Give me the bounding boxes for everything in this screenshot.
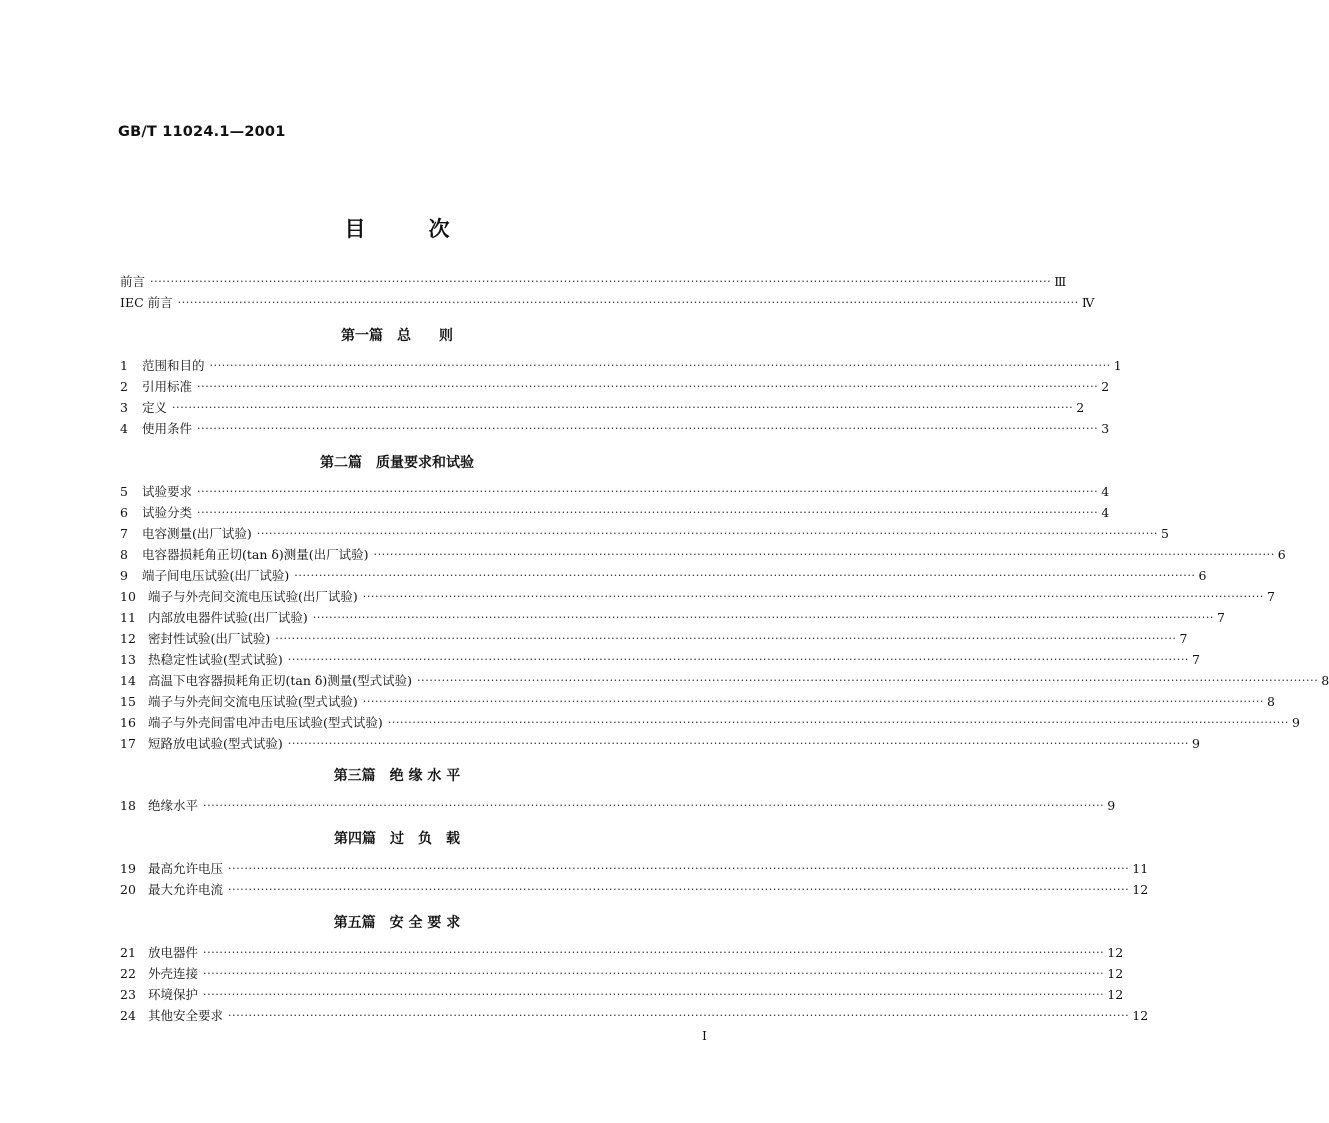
toc-entry-page: 9 bbox=[1292, 714, 1300, 730]
toc-entry-page: Ⅳ bbox=[1081, 294, 1095, 310]
toc-entry-number: 21 bbox=[120, 944, 136, 960]
toc-entry-page: 3 bbox=[1101, 420, 1110, 436]
toc-entry-number: 3 bbox=[120, 399, 128, 415]
toc-entry-page: Ⅲ bbox=[1054, 273, 1067, 289]
toc-entry-page: 6 bbox=[1277, 546, 1286, 562]
leader-dots: ···························································································································································································································· bbox=[362, 694, 1265, 708]
toc-entry-number: 7 bbox=[120, 525, 128, 541]
toc-entry-page: 7 bbox=[1267, 588, 1275, 604]
part-heading-1: 第一篇 总 则 bbox=[341, 328, 453, 344]
leader-dots: ···························································································································································································································· bbox=[209, 358, 1111, 372]
toc-entry-label: 密封性试验(出厂试验) bbox=[148, 631, 271, 646]
toc-entry-label: 试验要求 bbox=[142, 484, 193, 499]
leader-dots: ···························································································································································································································· bbox=[294, 568, 1196, 582]
toc-entry-label: 端子与外壳间雷电冲击电压试验(型式试验) bbox=[148, 715, 383, 730]
toc-entry-label: 电容测量(出厂试验) bbox=[142, 526, 252, 541]
toc-entry-number: 22 bbox=[120, 965, 136, 981]
leader-dots: ···························································································································································································································· bbox=[362, 589, 1265, 603]
part-heading-2: 第二篇 质量要求和试验 bbox=[320, 455, 474, 471]
toc-entry[interactable] bbox=[120, 713, 1300, 731]
standard-code: GB/T 11024.1—2001 bbox=[118, 124, 286, 140]
toc-entry-number: 23 bbox=[120, 986, 136, 1002]
toc-entry-number: 8 bbox=[120, 546, 128, 562]
leader-dots: ···························································································································································································································· bbox=[150, 274, 1052, 288]
toc-entry-number: 12 bbox=[120, 630, 136, 646]
leader-dots: ···························································································································································································································· bbox=[203, 966, 1105, 980]
toc-entry-number: 16 bbox=[120, 714, 136, 730]
toc-entry-label: 绝缘水平 bbox=[148, 798, 199, 813]
part-heading-5: 第五篇 安 全 要 求 bbox=[333, 915, 461, 931]
toc-entry[interactable] bbox=[120, 503, 1110, 521]
toc-entry-page: 9 bbox=[1192, 735, 1200, 751]
toc-entry-page: 11 bbox=[1132, 860, 1149, 876]
toc-entry[interactable] bbox=[120, 964, 1124, 982]
toc-entry[interactable] bbox=[120, 629, 1188, 647]
toc-entry-label: IEC 前言 bbox=[120, 295, 173, 310]
toc-entry[interactable] bbox=[120, 356, 1122, 374]
toc-entry[interactable] bbox=[120, 587, 1275, 605]
toc-entry[interactable] bbox=[120, 880, 1149, 898]
toc-entry[interactable] bbox=[120, 482, 1110, 500]
leader-dots: ···························································································································································································································· bbox=[228, 1008, 1130, 1022]
toc-entry-label: 其他安全要求 bbox=[148, 1008, 224, 1023]
leader-dots: ···························································································································································································································· bbox=[387, 715, 1290, 729]
toc-entry-label: 引用标准 bbox=[142, 379, 193, 394]
toc-entry-page: 8 bbox=[1267, 693, 1275, 709]
toc-entry-number: 2 bbox=[120, 378, 128, 394]
toc-entry[interactable] bbox=[120, 859, 1149, 877]
toc-entry-label: 放电器件 bbox=[148, 945, 199, 960]
toc-entry-label: 环境保护 bbox=[148, 987, 199, 1002]
leader-dots: ···························································································································································································································· bbox=[197, 505, 1099, 519]
toc-entry-page: 2 bbox=[1101, 378, 1110, 394]
toc-entry-page: 12 bbox=[1107, 986, 1124, 1002]
leader-dots: ···························································································································································································································· bbox=[203, 987, 1105, 1001]
leader-dots: ···························································································································································································································· bbox=[228, 882, 1130, 896]
leader-dots: ···························································································································································································································· bbox=[197, 379, 1099, 393]
toc-entry-foreword[interactable] bbox=[120, 272, 1067, 290]
toc-entry-number: 4 bbox=[120, 420, 128, 436]
toc-entry-number: 19 bbox=[120, 860, 136, 876]
toc-entry-page: 7 bbox=[1192, 651, 1200, 667]
leader-dots: ···························································································································································································································· bbox=[287, 736, 1190, 750]
toc-entry[interactable] bbox=[120, 1006, 1149, 1024]
toc-entry[interactable] bbox=[120, 524, 1169, 542]
toc-entry-number: 5 bbox=[120, 483, 128, 499]
toc-entry-page: 1 bbox=[1113, 357, 1122, 373]
toc-entry[interactable] bbox=[120, 545, 1286, 563]
toc-entry-number: 6 bbox=[120, 504, 128, 520]
toc-entry-page: 4 bbox=[1101, 483, 1110, 499]
toc-entry[interactable] bbox=[120, 377, 1110, 395]
leader-dots: ···························································································································································································································· bbox=[275, 631, 1177, 645]
toc-entry-label: 端子间电压试验(出厂试验) bbox=[142, 568, 290, 583]
toc-entry-page: 5 bbox=[1161, 525, 1169, 541]
toc-entry[interactable] bbox=[120, 692, 1275, 710]
part-heading-3: 第三篇 绝 缘 水 平 bbox=[333, 768, 461, 784]
toc-entry[interactable] bbox=[120, 650, 1200, 668]
toc-entry-number: 20 bbox=[120, 881, 136, 897]
toc-entry[interactable] bbox=[120, 671, 1329, 689]
toc-entry-label: 端子与外壳间交流电压试验(出厂试验) bbox=[148, 589, 358, 604]
toc-entry-page: 2 bbox=[1076, 399, 1085, 415]
toc-entry[interactable] bbox=[120, 985, 1124, 1003]
toc-entry-page: 4 bbox=[1101, 504, 1110, 520]
page-number: I bbox=[702, 1028, 707, 1043]
toc-entry-label: 最高允许电压 bbox=[148, 861, 224, 876]
leader-dots: ···························································································································································································································· bbox=[197, 484, 1099, 498]
leader-dots: ···························································································································································································································· bbox=[197, 421, 1099, 435]
leader-dots: ···························································································································································································································· bbox=[203, 798, 1105, 812]
leader-dots: ···························································································································································································································· bbox=[373, 547, 1275, 561]
toc-entry-number: 1 bbox=[120, 357, 128, 373]
toc-entry-label: 定义 bbox=[142, 400, 168, 415]
toc-entry-label: 最大允许电流 bbox=[148, 882, 224, 897]
toc-entry[interactable] bbox=[120, 608, 1225, 626]
toc-entry-label: 前言 bbox=[120, 274, 146, 289]
toc-entry-label: 热稳定性试验(型式试验) bbox=[148, 652, 283, 667]
toc-entry-page: 12 bbox=[1132, 881, 1149, 897]
leader-dots: ···························································································································································································································· bbox=[417, 673, 1319, 687]
leader-dots: ···························································································································································································································· bbox=[256, 526, 1159, 540]
leader-dots: ···························································································································································································································· bbox=[287, 652, 1190, 666]
leader-dots: ···························································································································································································································· bbox=[177, 295, 1079, 309]
toc-entry-number: 14 bbox=[120, 672, 136, 688]
toc-entry-page: 12 bbox=[1107, 965, 1124, 981]
toc-entry-label: 短路放电试验(型式试验) bbox=[148, 736, 283, 751]
toc-entry-page: 6 bbox=[1198, 567, 1207, 583]
toc-entry-label: 外壳连接 bbox=[148, 966, 199, 981]
toc-entry-number: 13 bbox=[120, 651, 136, 667]
toc-entry-iec-foreword[interactable] bbox=[120, 293, 1095, 311]
part-heading-4: 第四篇 过 负 载 bbox=[334, 831, 460, 847]
toc-entry-label: 端子与外壳间交流电压试验(型式试验) bbox=[148, 694, 358, 709]
toc-entry-label: 范围和目的 bbox=[142, 358, 205, 373]
toc-entry-number: 18 bbox=[120, 797, 136, 813]
toc-title: 目 次 bbox=[344, 217, 450, 241]
toc-entry-page: 9 bbox=[1107, 797, 1116, 813]
toc-entry-page: 8 bbox=[1321, 672, 1329, 688]
toc-entry-label: 电容器损耗角正切(tan δ)测量(出厂试验) bbox=[142, 547, 369, 562]
toc-entry-label: 高温下电容器损耗角正切(tan δ)测量(型式试验) bbox=[148, 673, 413, 688]
toc-entry-page: 7 bbox=[1217, 609, 1225, 625]
toc-entry-label: 试验分类 bbox=[142, 505, 193, 520]
toc-entry-number: 24 bbox=[120, 1007, 136, 1023]
toc-entry[interactable] bbox=[120, 419, 1110, 437]
toc-entry-label: 内部放电器件试验(出厂试验) bbox=[148, 610, 308, 625]
toc-entry[interactable] bbox=[120, 398, 1085, 416]
leader-dots: ···························································································································································································································· bbox=[228, 861, 1130, 875]
toc-entry-page: 12 bbox=[1132, 1007, 1149, 1023]
toc-entry[interactable] bbox=[120, 566, 1207, 584]
toc-entry-number: 9 bbox=[120, 567, 128, 583]
toc-entry-number: 15 bbox=[120, 693, 136, 709]
toc-entry[interactable] bbox=[120, 796, 1116, 814]
toc-entry-page: 12 bbox=[1107, 944, 1124, 960]
leader-dots: ···························································································································································································································· bbox=[312, 610, 1215, 624]
toc-entry[interactable] bbox=[120, 943, 1124, 961]
toc-entry-number: 11 bbox=[120, 609, 136, 625]
toc-entry-number: 10 bbox=[120, 588, 136, 604]
toc-entry-label: 使用条件 bbox=[142, 421, 193, 436]
leader-dots: ···························································································································································································································· bbox=[203, 945, 1105, 959]
toc-entry[interactable] bbox=[120, 734, 1200, 752]
toc-entry-page: 7 bbox=[1179, 630, 1188, 646]
toc-entry-number: 17 bbox=[120, 735, 136, 751]
leader-dots: ···························································································································································································································· bbox=[172, 400, 1074, 414]
